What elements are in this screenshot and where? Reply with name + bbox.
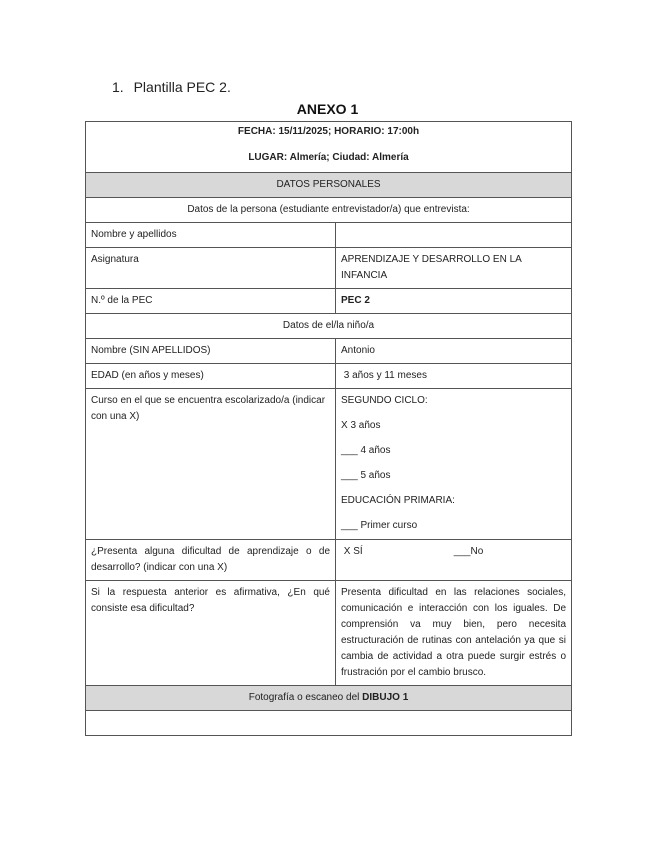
table-row [86,581,572,686]
table-row [86,389,572,540]
table-row [86,289,572,314]
dibujo-header [86,686,572,711]
row-label: N.º de la PEC [86,289,336,314]
row-label: Nombre y apellidos [86,223,336,248]
dificultad-description: Presenta dificultad en las relaciones sociales, comunicación e interacción con los iguales. De comprensión va muy bien, pero necesita estructuración de rutinas con antelación ya que si cambia de actividad a otra puede surgir estrés o frustración por el cambio brusco. [336,581,572,686]
section-title: Plantilla PEC 2. [133,79,231,95]
section-row [86,686,572,711]
row-label: Nombre (SIN APELLIDOS) [86,339,336,364]
table-row [86,248,572,289]
dificultad-si-option[interactable]: X SÍ [341,546,363,557]
section-row [86,314,572,339]
table-row [86,364,572,389]
table-row [86,223,572,248]
pec-form-table [85,121,572,736]
dibujo-header-prefix: Fotografía o escaneo del [248,692,363,703]
nombre-apellidos-field[interactable] [336,223,572,248]
row-label: Si la respuesta anterior es afirmativa, ¿En qué consiste esa dificultad? [86,581,336,686]
row-label: Asignatura [86,248,336,289]
dibujo-area[interactable] [86,711,572,736]
datos-persona-header: Datos de la persona (estudiante entrevistador/a) que entrevista: [86,198,572,223]
table-row [86,711,572,736]
dificultad-no-option[interactable]: ___No [453,546,484,557]
fecha-line: FECHA: 15/11/2025; HORARIO: 17:00h [237,126,420,137]
nombre-nino-value: Antonio [336,339,572,364]
row-label: ¿Presenta alguna dificultad de aprendizaje o de desarrollo? (indicar con una X) [86,540,336,581]
section-row [86,198,572,223]
lugar-line: LUGAR: Almería; Ciudad: Almería [248,152,409,163]
dificultad-options [336,540,572,581]
datos-personales-header: DATOS PERSONALES [86,173,572,198]
datos-nino-header: Datos de el/la niño/a [86,314,572,339]
row-label: Curso en el que se encuentra escolarizado/a (indicar con una X) [86,389,336,540]
header-row [86,122,572,173]
curso-option-header: SEGUNDO CICLO: [341,395,428,406]
curso-option[interactable]: ___ Primer curso [341,520,418,531]
curso-option[interactable]: ___ 5 años [341,470,391,481]
row-label: EDAD (en años y meses) [86,364,336,389]
section-number: 1. [112,79,124,95]
curso-option[interactable]: X 3 años [341,420,381,431]
dibujo-header-bold: DIBUJO 1 [362,692,409,703]
curso-option[interactable]: ___ 4 años [341,445,391,456]
edad-value: 3 años y 11 meses [336,364,572,389]
pec-number-value: PEC 2 [336,289,572,314]
table-row [86,339,572,364]
curso-options [336,389,572,540]
section-row [86,173,572,198]
table-row [86,540,572,581]
asignatura-value: APRENDIZAJE Y DESARROLLO EN LA INFANCIA [336,248,572,289]
anexo-title: ANEXO 1 [296,101,359,117]
header-cell [86,122,572,173]
section-heading [112,79,231,95]
curso-option-header: EDUCACIÓN PRIMARIA: [341,495,455,506]
